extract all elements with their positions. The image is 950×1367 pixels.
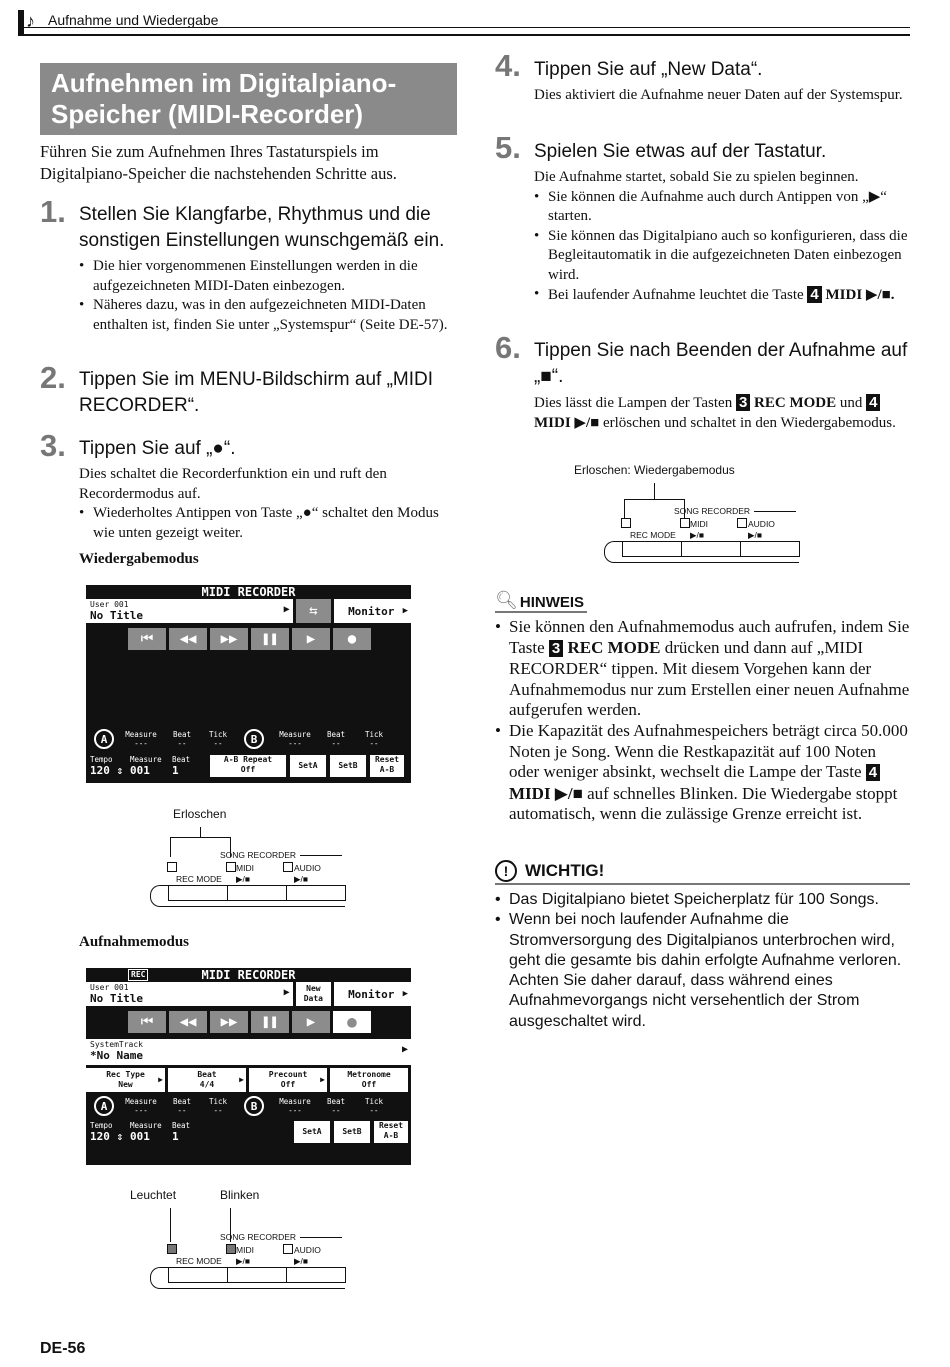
hinweis-bullet: • Die Kapazität des Aufnahmespeichers beträgt circa 50.000 Noten je Song. Wenn die Restkapazität auf 100 Noten oder weniger absinkt, wechselt die Lampe der Taste 4 MIDI ▶/■ auf schnelles Blinken. Die Wiedergabe stoppt automatisch, wenn die zulässige Grenze erreicht ist. [495,721,910,825]
step-4-number: 4. [495,48,521,83]
rec-mode-key[interactable] [168,885,228,901]
key-number-badge: 4 [866,394,880,411]
key-number-badge: 3 [549,640,563,657]
ab-repeat-button[interactable]: A-B Repeat Off [210,755,286,777]
step-3-text: Dies schaltet die Recorderfunktion ein und ruft den Recordermodus auf. [79,466,387,502]
playback-mode-label: Wiedergabemodus [79,551,199,567]
music-note-icon: ♪ [26,11,35,31]
rec-type-button[interactable]: Rec Type New ▶ [86,1068,165,1092]
rec-mode-lamp [621,518,631,528]
intro-text: Führen Sie zum Aufnehmen Ihres Tastaturspiels im Digitalpiano-Speicher die nachstehenden Schritte aus. [40,142,397,183]
fast-forward-icon[interactable]: ▶▶ [210,628,248,650]
arrow-right-icon: ▶ [283,604,290,615]
skip-back-icon[interactable]: ⏮ [128,1011,166,1033]
arrow-right-icon: ▶ [283,987,290,998]
set-b-button[interactable]: SetB [334,1121,370,1143]
song-select[interactable]: User 001 No Title ▶ [86,982,293,1006]
rewind-icon[interactable]: ◀◀ [169,1011,207,1033]
song-recorder-panel-diagram: Erloschen: Wiedergabemodus SONG RECORDER MIDI AUDIO REC MODE ▶/■ ▶/■ [604,461,804,571]
play-icon[interactable]: ▶ [292,628,330,650]
fast-forward-icon[interactable]: ▶▶ [210,1011,248,1033]
midi-recorder-screen-playback: MIDI RECORDER User 001 No Title ▶ ⇆ Monitor ▶ ⏮ ◀◀ ▶▶ ❚❚ ▶ ● A Measure --- Beat -- Tick -- B Measure --- Beat -- Tick -- Tempo 120 ⇕ Measure 001 Beat 1 A-B Repeat Off SetA SetB Reset A-B [86,585,411,783]
key-number-badge: 4 [807,286,821,303]
record-icon[interactable]: ● [333,628,371,650]
play-icon[interactable]: ▶ [292,1011,330,1033]
metronome-button[interactable]: Metronome Off [330,1068,408,1092]
song-recorder-panel-diagram: Leuchtet Blinken SONG RECORDER MIDI AUDIO REC MODE ▶/■ ▶/■ [150,1186,350,1296]
reset-ab-button[interactable]: Reset A-B [374,1121,408,1143]
arrow-right-icon: ▶ [402,989,408,999]
pause-icon[interactable]: ❚❚ [251,1011,289,1033]
repeat-icon[interactable]: ⇆ [296,599,331,623]
rec-mode-lamp-lit [167,1244,177,1254]
hinweis-title: HINWEIS [519,594,585,611]
step-1-number: 1. [40,194,66,229]
magnifier-icon: 🔍︎ [495,590,518,610]
arrow-right-icon: ▶ [239,1075,244,1084]
step-5-number: 5. [495,130,521,165]
page-number: DE-56 [40,1340,86,1357]
arrow-right-icon: ▶ [402,606,408,616]
audio-key[interactable] [286,885,346,901]
song-recorder-panel-diagram: Erloschen SONG RECORDER MIDI AUDIO REC MODE ▶/■ ▶/■ [150,805,350,915]
arrow-right-icon: ▶ [158,1075,163,1084]
step-4-text: Dies aktiviert die Aufnahme neuer Daten auf der Systemspur. [534,87,903,103]
step-5-bullet: • Bei laufender Aufnahme leuchtet die Taste 4 MIDI ▶/■. [534,285,910,306]
midi-key[interactable] [227,885,287,901]
set-a-button[interactable]: SetA [294,1121,330,1143]
step-2-heading: Tippen Sie im MENU-Bildschirm auf „MIDI RECORDER“. [79,369,434,416]
record-icon[interactable]: ● [333,1011,371,1033]
warning-icon: ! [495,860,517,882]
set-a-button[interactable]: SetA [290,755,326,777]
rec-indicator: REC [128,969,148,981]
point-a-icon: A [94,729,114,749]
step-3-bullet: • Wiederholtes Antippen von Taste „●“ schaltet den Modus wie unten gezeigt weiter. [79,504,457,543]
wichtig-bullet: • Wenn bei noch laufender Aufnahme die Stromversorgung des Digitalpianos unterbrochen wird, geht die gesamte bis dahin erfolgte Aufnahme verloren. Achten Sie daher darauf, dass während eines Aufnahmevorgangs nicht versehentlich der Strom ausgeschaltet wird. [495,910,910,1032]
step-3-heading: Tippen Sie auf „●“. [79,438,236,459]
step-4-heading: Tippen Sie auf „New Data“. [534,59,763,80]
step-6-text: Dies lässt die Lampen der Tasten 3 REC MODE und 4 MIDI ▶/■ erlöschen und schaltet in den Wiedergabemodus. [534,394,896,431]
pause-icon[interactable]: ❚❚ [251,628,289,650]
audio-key[interactable] [740,541,800,557]
page-header [18,10,910,36]
point-a-icon: A [94,1096,114,1116]
precount-button[interactable]: Precount Off ▶ [249,1068,327,1092]
arrow-right-icon: ▶ [401,1044,408,1055]
key-number-badge: 3 [736,394,750,411]
step-5-text: Die Aufnahme startet, sobald Sie zu spielen beginnen. [534,169,859,185]
new-data-button[interactable]: New Data [296,982,331,1006]
step-2-number: 2. [40,360,66,395]
monitor-button[interactable]: Monitor ▶ [334,982,411,1006]
step-6-heading: Tippen Sie nach Beenden der Aufnahme auf „■“. [534,340,908,387]
midi-lamp [226,862,236,872]
step-1-bullet: • Näheres dazu, was in den aufgezeichneten MIDI-Daten enthalten ist, finden Sie unter „Systemspur“ (Seite DE-57). [79,296,457,335]
arrow-right-icon: ▶ [320,1075,325,1084]
audio-lamp [283,1244,293,1254]
hinweis-section [495,590,910,825]
step-3-number: 3. [40,428,66,463]
wichtig-bullet: • Das Digitalpiano bietet Speicherplatz für 100 Songs. [495,890,910,910]
audio-lamp [283,862,293,872]
midi-lamp [680,518,690,528]
step-1-heading: Stellen Sie Klangfarbe, Rhythmus und die sonstigen Einstellungen wunschgemäß ein. [79,204,445,251]
midi-key[interactable] [227,1267,287,1283]
rec-mode-key[interactable] [168,1267,228,1283]
step-5-bullet: • Sie können die Aufnahme auch durch Antippen von „▶“ starten. [534,188,910,227]
reset-ab-button[interactable]: Reset A-B [370,755,404,777]
set-b-button[interactable]: SetB [330,755,366,777]
key-number-badge: 4 [866,764,880,781]
wichtig-section [495,860,910,1032]
screen-title: MIDI RECORDER [201,585,296,599]
audio-lamp [737,518,747,528]
midi-recorder-screen-record: REC MIDI RECORDER User 001 No Title ▶ New Data Monitor ▶ ⏮ ◀◀ ▶▶ ❚❚ ▶ ● SystemTrack *No Name ▶ Rec Type New ▶ Beat 4/4 ▶ Precount Off ▶ Metronome Off A Measure --- Beat -- Tick -- B Measure --- Beat -- Tick -- Tempo 120 ⇕ Measure 001 Beat 1 SetA SetB Reset A-B [86,968,411,1165]
song-select[interactable]: User 001 No Title ▶ [86,599,293,623]
midi-lamp-blinking [226,1244,236,1254]
rec-mode-key[interactable] [622,541,682,557]
section-title: Aufnahme und Wiedergabe [48,12,219,28]
monitor-button[interactable]: Monitor ▶ [334,599,411,623]
system-track-select[interactable]: SystemTrack *No Name ▶ [86,1039,411,1065]
audio-key[interactable] [286,1267,346,1283]
step-1-bullet: • Die hier vorgenommenen Einstellungen werden in die aufgezeichneten MIDI-Daten einbezogen. [79,257,457,296]
rewind-icon[interactable]: ◀◀ [169,628,207,650]
midi-key[interactable] [681,541,741,557]
beat-button[interactable]: Beat 4/4 ▶ [168,1068,246,1092]
wichtig-title: WICHTIG! [525,861,605,880]
point-b-icon: B [244,1096,264,1116]
rec-mode-lamp [167,862,177,872]
step-5-bullet: • Sie können das Digitalpiano auch so konfigurieren, dass die Begleitautomatik in die aufgezeichneten Daten einbezogen wird. [534,227,910,286]
record-mode-label: Aufnahmemodus [79,934,190,950]
hinweis-bullet: • Sie können den Aufnahmemodus auch aufrufen, indem Sie Taste 3 REC MODE drücken und dann auf „MIDI RECORDER“ tippen. Mit diesem Vorgehen kann der Aufnahmemodus nur zum Erstellen einer neuen Aufnahme aufgerufen werden. [495,617,910,721]
step-6-number: 6. [495,330,521,365]
point-b-icon: B [244,729,264,749]
page-title: Aufnehmen im Digitalpiano- Speicher (MIDI-Recorder) [40,63,457,135]
skip-back-icon[interactable]: ⏮ [128,628,166,650]
step-5-heading: Spielen Sie etwas auf der Tastatur. [534,141,827,162]
